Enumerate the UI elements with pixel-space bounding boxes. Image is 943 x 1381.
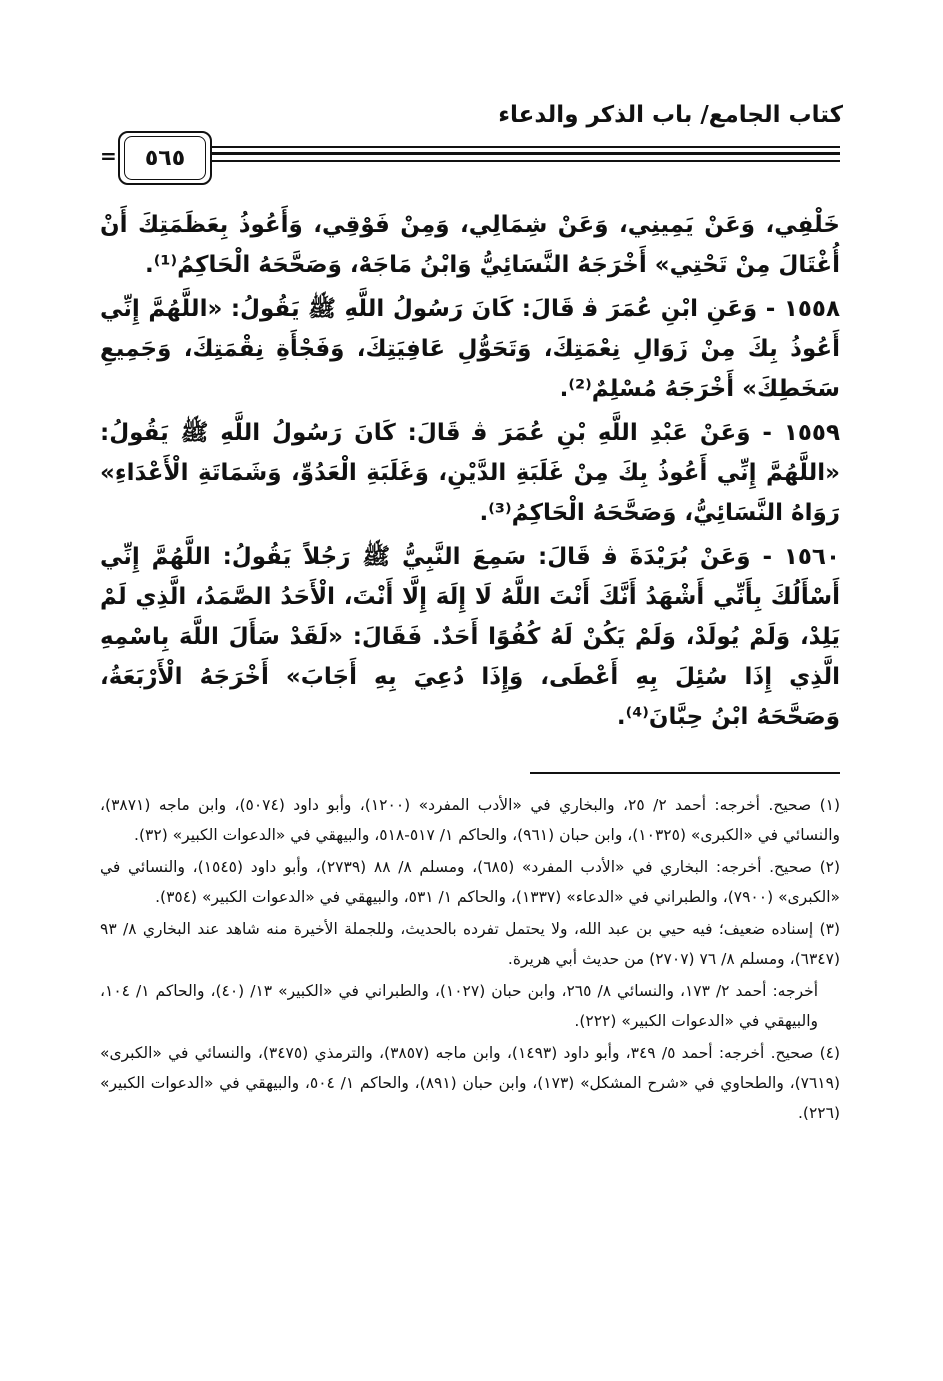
footnotes — [100, 790, 840, 1130]
footnote-3-continuation: أخرجه: أحمد ٢/ ١٧٣، والنسائي ٨/ ٢٦٥، وابن حبان (١٠٢٧)، والطبراني في «الكبير» ١٣/ (٤٠)، والحاكم ١/ ١٠٤، والبيهقي في «الدعوات الكبير» (٢٢٢). — [100, 982, 819, 1030]
footnote-divider — [530, 772, 840, 774]
footnote-1: (١) صحيح. أخرجه: أحمد ٢/ ٢٥، والبخاري في «الأدب المفرد» (١٢٠٠)، وأبو داود (٥٠٧٤)، وابن ماجه (٣٨٧١)، والنسائي في «الكبرى» (١٠٣٢٥)، وابن حبان (٩٦١)، والحاكم ١/ ٥١٧-٥١٨، والبيهقي في «الدعوات الكبير» (٣٢). — [100, 796, 841, 844]
header-rule-top — [210, 146, 840, 148]
hadith-1560: ١٥٦٠ - وَعَنْ بُرَيْدَةَ ﭬ قَالَ: سَمِعَ النَّبِيُّ ﷺ رَجُلاً يَقُولُ: اللَّهُمَّ إِنِّي أَسْأَلُكَ بِأَنِّي أَشْهَدُ أَنَّكَ أَنْتَ اللَّهُ لَا إِلَهَ إِلَّا أَنْتَ، الْأَحَدُ الصَّمَدُ، الَّذِي لَمْ يَلِدْ، وَلَمْ يُولَدْ، وَلَمْ يَكُنْ لَهُ كُفُوًا أَحَدٌ. فَقَالَ: «لَقَدْ سَأَلَ اللَّهَ بِاسْمِهِ الَّذِي إِذَا سُئِلَ بِهِ أَعْطَى، وَإِذَا دُعِيَ بِهِ أَجَابَ» أَخْرَجَهُ الْأَرْبَعَةُ، وَصَحَّحَهُ ابْنُ حِبَّانَ⁽⁴⁾. — [100, 544, 840, 730]
footnote-3: (٣) إسناده ضعيف؛ فيه حيي بن عبد الله، ولا يحتمل تفرده بالحديث، وللجملة الأخيرة منه شاهد عند البخاري ٨/ ٩٣ (٦٣٤٧)، ومسلم ٨/ ٧٦ (٢٧٠٧) من حديث أبي هريرة. — [100, 920, 840, 968]
hadith-1559: ١٥٥٩ - وَعَنْ عَبْدِ اللَّهِ بْنِ عُمَرَ ﭬ قَالَ: كَانَ رَسُولُ اللَّهِ ﷺ يَقُولُ: «اللَّهُمَّ إِنِّي أَعُوذُ بِكَ مِنْ غَلَبَةِ الدَّيْنِ، وَغَلَبَةِ الْعَدُوِّ، وَشَمَاتَةِ الْأَعْدَاءِ» رَوَاهُ النَّسَائِيُّ، وَصَحَّحَهُ الْحَاكِمُ⁽³⁾. — [100, 420, 840, 526]
hadith-1558: ١٥٥٨ - وَعَنِ ابْنِ عُمَرَ ﭬ قَالَ: كَانَ رَسُولُ اللَّهِ ﷺ يَقُولُ: «اللَّهُمَّ إِنِّي أَعُوذُ بِكَ مِنْ زَوَالِ نِعْمَتِكَ، وَتَحَوُّلِ عَافِيَتِكَ، وَفَجْأَةِ نِقْمَتِكَ، وَجَمِيعِ سَخَطِكَ» أَخْرَجَهُ مُسْلِمٌ⁽²⁾. — [100, 296, 840, 402]
header-rule-middle — [210, 152, 840, 155]
footnote-2: (٢) صحيح. أخرجه: البخاري في «الأدب المفرد» (٦٨٥)، ومسلم ٨/ ٨٨ (٢٧٣٩)، وأبو داود (١٥٤٥)، والنسائي في «الكبرى» (٧٩٠٠)، والطبراني في «الدعاء» (١٣٣٧)، والحاكم ١/ ٥٣١، والبيهقي في «الدعوات الكبير» (٣٥٤). — [100, 858, 841, 906]
footnote-4: (٤) صحيح. أخرجه: أحمد ٥/ ٣٤٩، وأبو داود (١٤٩٣)، وابن ماجه (٣٨٥٧)، والترمذي (٣٤٧٥)، والنسائي في «الكبرى» (٧٦١٩)، والطحاوي في «شرح المشكل» (١٧٣)، وابن حبان (٨٩١)، والحاكم ١/ ٥٠٤، والبيهقي في «الدعوات الكبير» (٢٢٦). — [100, 1044, 841, 1122]
hadith-continuation: خَلْفِي، وَعَنْ يَمِينِي، وَعَنْ شِمَالِي، وَمِنْ فَوْقِي، وَأَعُوذُ بِعَظَمَتِكَ أَنْ أُغْتَالَ مِنْ تَحْتِي» أَخْرَجَهُ النَّسَائِيُّ وَابْنُ مَاجَهْ، وَصَحَّحَهُ الْحَاكِمُ⁽¹⁾. — [100, 212, 840, 278]
header-rule-bottom — [210, 160, 840, 162]
page-number: ٥٦٥ — [124, 136, 206, 180]
main-text — [100, 205, 840, 741]
running-header-title: كتاب الجامع/ باب الذكر والدعاء — [498, 102, 843, 128]
header-ornament: = — [100, 144, 117, 168]
